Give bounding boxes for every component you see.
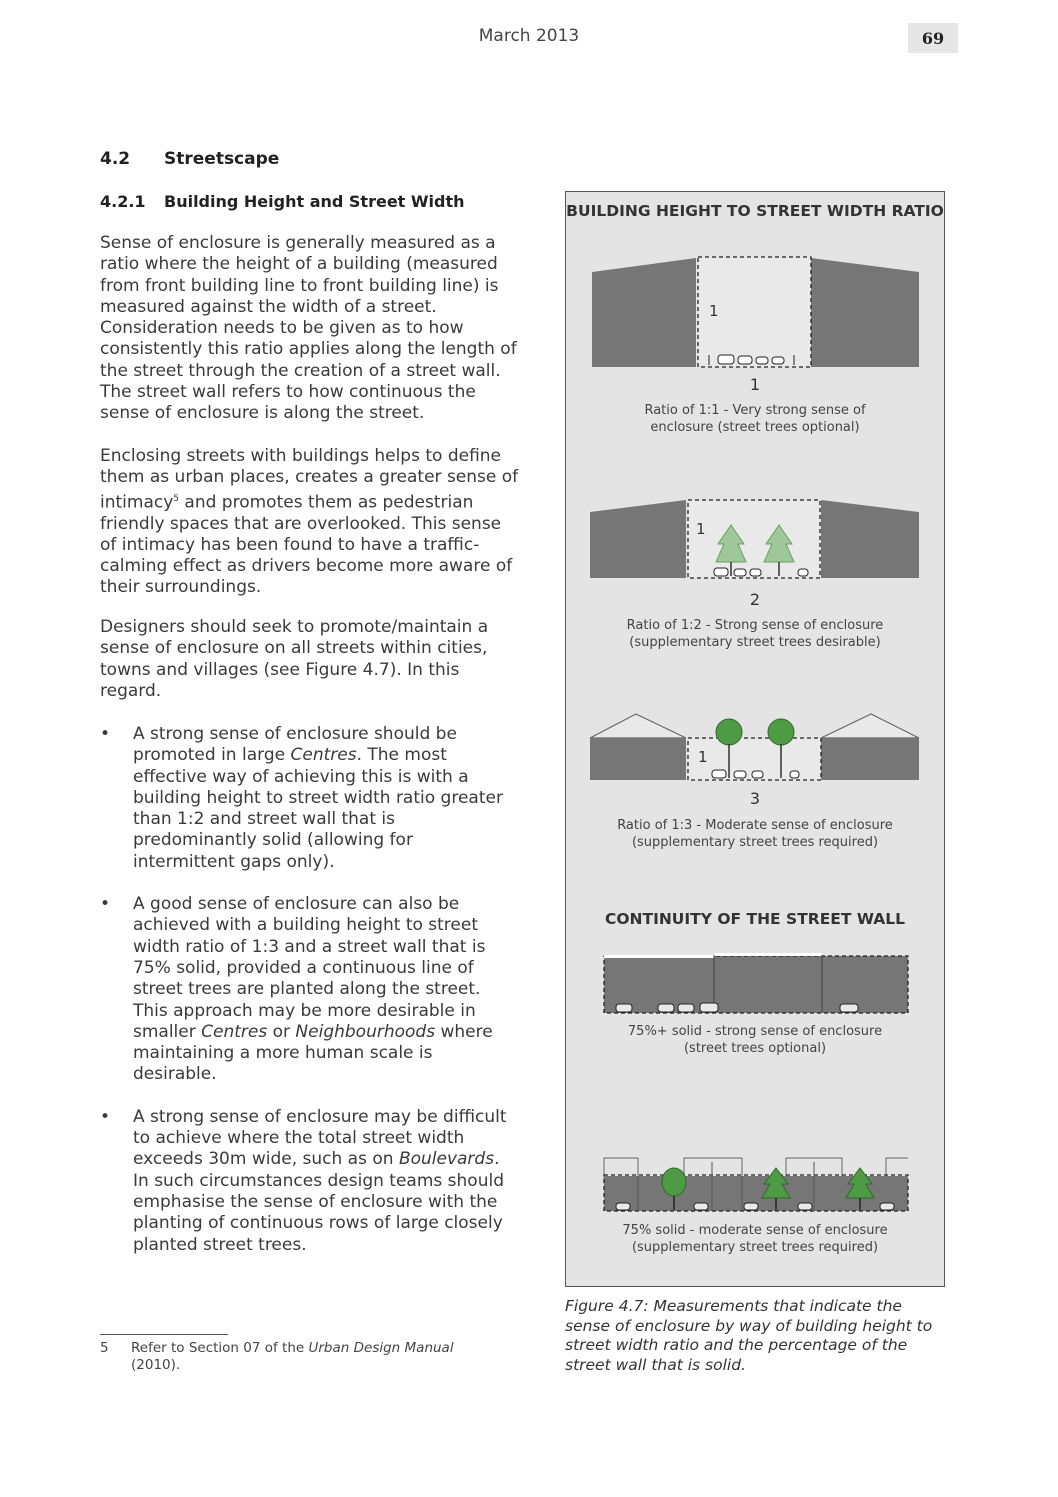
wall-label-line: (supplementary street trees required) [631,1240,879,1255]
subsection-heading [100,192,465,211]
footnote-emphasis: Urban Design Manual [308,1340,454,1356]
section-number: 4.2 [100,149,131,169]
bullet-emphasis: Centres [201,1021,268,1042]
footnote-text-a: Refer to Section 07 of the [131,1340,309,1356]
footnote-text-b: (2010). [131,1357,181,1373]
ratio-label [566,617,944,651]
footnote-reference: 5 [173,493,180,504]
bullet-text: . In such circumstances design teams should emphasise the sense of enclosure with the planting of continuous rows of large closely planted street trees. [133,1149,504,1255]
figure-subtitle: CONTINUITY OF THE STREET WALL [604,910,906,928]
paragraph-1: Sense of enclosure is generally measured as a ratio where the height of a building (measured from front building line to front building line) is measured against the width of a street. Consideration needs to be given as to how consistently this ratio applies along the length of the street through the creation of a street wall. The street wall refers to how continuous the sense of enclosure is along the street. [100,233,517,424]
wall-label-line: 75%+ solid - strong sense of enclosure [627,1024,883,1039]
street-wall-75-plus-diagram [566,949,944,1019]
bullet-text: A strong sense of enclosure may be difficult to achieve where the total street width exceeds 30m wide, such as on [133,1106,507,1170]
bullet-icon: • [100,894,111,915]
footnote-rule [100,1334,228,1335]
ratio-number: 3 [749,789,761,808]
bullet-emphasis: Boulevards [398,1149,495,1170]
ratio-label-line: Ratio of 1:1 - Very strong sense of [644,403,866,418]
street-wall-75-diagram [566,1152,944,1222]
bullet-icon: • [100,724,111,744]
figure-box [565,191,945,1287]
ratio-1-1-diagram [566,247,944,372]
list-item [100,724,520,873]
ratio-1-2-diagram [566,492,944,587]
paragraph-3: Designers should seek to promote/maintain a sense of enclosure on all streets within cities, towns and villages (see Figure 4.7). In this regard. [100,617,489,701]
ratio-label [566,817,944,851]
figure-title: BUILDING HEIGHT TO STREET WIDTH RATIO [566,202,944,220]
ratio-label-line: (supplementary street trees desirable) [629,635,881,650]
height-label: 1 [698,748,708,766]
paragraph-2-text-b: and promotes them as pedestrian friendly spaces that are overlooked. This sense of intimacy has been found to have a traffic-calming effect as drivers become more aware of their surroundings. [100,492,513,598]
subsection-title: Building Height and Street Width [164,192,465,211]
bullet-icon: • [100,1106,111,1127]
page-number: 69 [908,23,958,53]
ratio-label-line: (supplementary street trees required) [631,835,879,850]
section-title: Streetscape [164,149,280,169]
section-heading [100,149,279,169]
paragraph-2 [100,446,520,599]
bullet-text: where maintaining a more human scale is desirable. [133,1021,493,1085]
bullet-list [100,724,520,1277]
footnote-text [131,1340,480,1374]
ratio-label [566,402,944,436]
footnote [100,1340,480,1374]
ratio-label-line: Ratio of 1:2 - Strong sense of enclosure [626,618,884,633]
ratio-number: 2 [749,590,761,609]
wall-label [566,1023,944,1057]
figure-caption: Figure 4.7: Measurements that indicate the sense of enclosure by way of building height to street width ratio and the percentage of the street wall that is solid. [565,1297,933,1374]
height-label: 1 [696,520,706,538]
ratio-number: 1 [749,375,761,394]
ratio-label-line: Ratio of 1:3 - Moderate sense of enclosure [617,818,893,833]
list-item [100,1107,520,1256]
bullet-text: A good sense of enclosure can also be achieved with a building height to street width ratio of 1:3 and a street wall that is 75% solid, provided a continuous line of street trees are planted along the street. This approach may be more desirable in smaller [133,894,486,1042]
height-label: 1 [709,302,719,320]
footnote-number: 5 [100,1340,109,1356]
ratio-1-3-diagram [566,704,944,784]
ratio-label-line: enclosure (street trees optional) [650,420,860,435]
bullet-text: A strong sense of enclosure should be promoted in large [133,724,457,766]
bullet-emphasis: Neighbourhoods [295,1021,436,1042]
paragraph-2-text-a: Enclosing streets with buildings helps to define them as urban places, creates a greater sense of intimacy [100,446,519,513]
wall-label [566,1222,944,1256]
wall-label-line: (street trees optional) [683,1041,827,1056]
list-item [100,894,520,1086]
page-header-date: March 2013 [478,26,580,46]
subsection-number: 4.2.1 [100,192,146,211]
bullet-text: or [267,1021,296,1042]
bullet-emphasis: Centres [290,745,357,766]
wall-label-line: 75% solid - moderate sense of enclosure [622,1223,888,1238]
bullet-text: . The most effective way of achieving this is with a building height to street width ratio greater than 1:2 and street wall that is predominantly solid (allowing for intermittent gaps only). [133,745,503,872]
